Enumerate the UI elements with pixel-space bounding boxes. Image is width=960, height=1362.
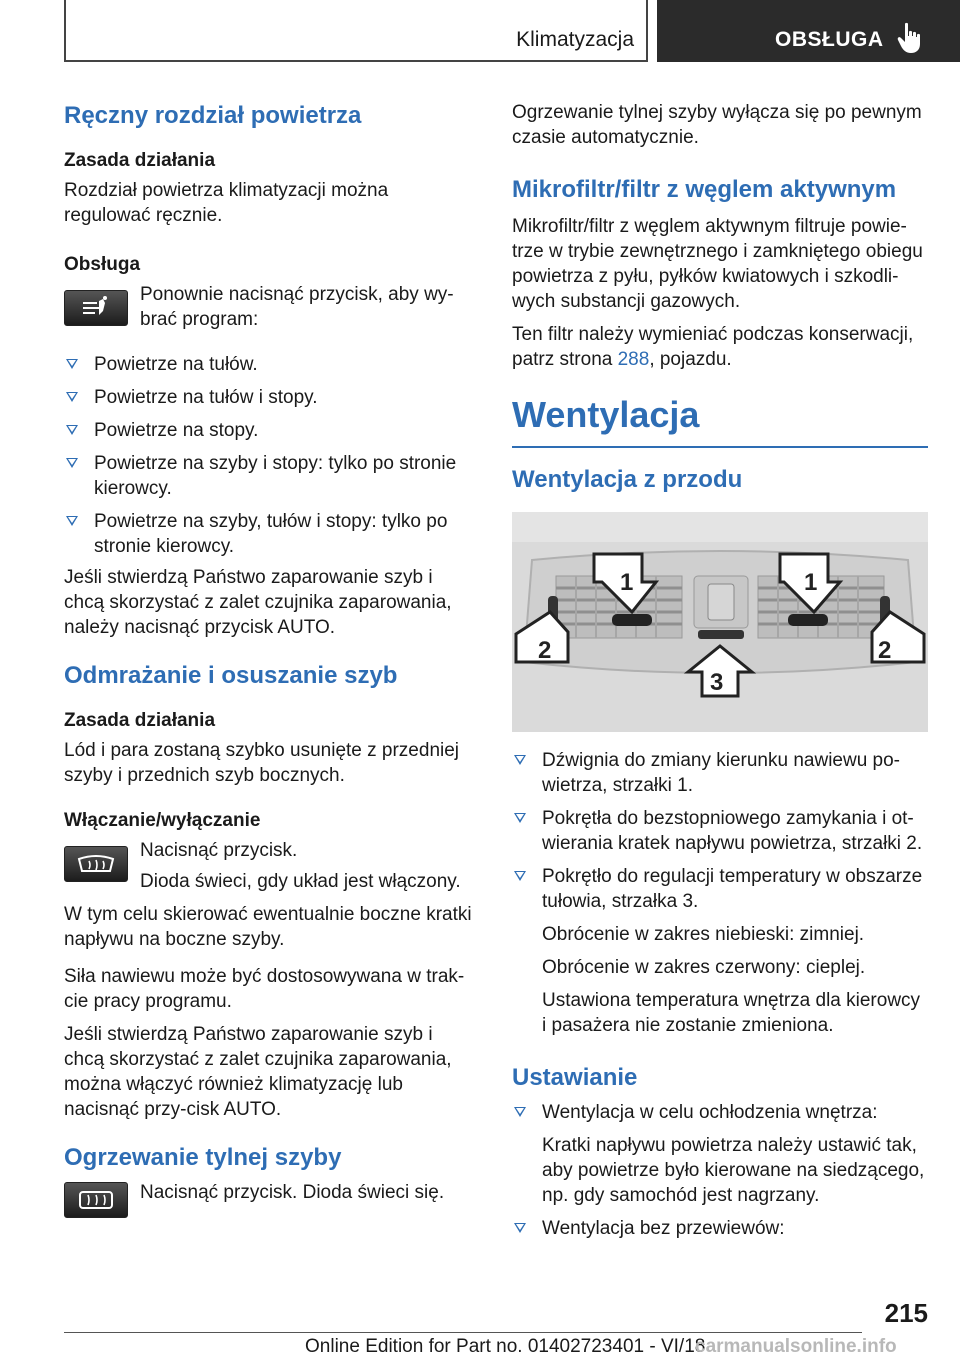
paragraph-rear-off: Ogrzewanie tylnej szyby wyłącza się po pewnym czasie automatycznie. — [512, 102, 922, 148]
paragraph-blue-range: Obrócenie w zakres niebieski: zimniej. — [542, 924, 865, 945]
right-column — [512, 100, 928, 1241]
air-distribution-row — [64, 282, 476, 342]
paragraph-red-range: Obrócenie w zakres czerwony: cieplej. — [542, 957, 866, 978]
paragraph-cooling: Kratki napływu powietrza należy ustawić tak, aby powietrze było kierowane na siedzącego, np. gdy samochód jest nagrzany. — [542, 1135, 925, 1206]
paragraph-force: Siła nawiewu może być dostosowywana w trak-cie pracy programu. — [64, 966, 465, 1012]
bullet-triangle-icon — [514, 755, 526, 765]
list-item: Dźwignia do zmiany kierunku nawiewu po-wietrza, strzałki 1. — [512, 748, 928, 798]
figure-label-2-right: 2 — [878, 637, 892, 664]
footer-edition: Online Edition for Part no. 01402723401 - VI/18 — [305, 1336, 706, 1357]
page-link-288[interactable]: 288 — [617, 349, 650, 370]
paragraph-fog-sensor: Jeśli stwierdzą Państwo zaparowanie szyb i chcą skorzystać z zalet czujnika zaparowania, należy nacisnąć przycisk AUTO. — [64, 567, 452, 638]
list-item: Powietrze na tułów i stopy. — [64, 385, 476, 410]
figure-label-1-right: 1 — [804, 569, 818, 596]
bullet-triangle-icon — [514, 871, 526, 881]
list-item: Pokrętło do regulacji temperatury w obszarze tułowia, strzałka 3. — [512, 864, 928, 914]
figure-label-3: 3 — [710, 669, 724, 696]
air-distribution-button-icon — [64, 290, 128, 326]
bullet-triangle-icon — [514, 1223, 526, 1233]
paragraph-defrost-principle: Lód i para zostaną szybko usunięte z przedniej szyby i przednich szyb bocznych. — [64, 740, 460, 786]
subheading-on-off: Włączanie/wyłączanie — [64, 810, 261, 831]
header-tab-label: OBSŁUGA — [775, 28, 884, 51]
subheading-principle-defrost: Zasada działania — [64, 710, 216, 731]
list-item: Pokrętła do bezstopniowego zamykania i ot-wierania kratek napływu powietrza, strzałki 2. — [512, 806, 928, 856]
list-item: Wentylacja w celu ochłodzenia wnętrza: — [512, 1100, 928, 1125]
header-section-title: Klimatyzacja — [516, 28, 634, 51]
rear-window-defrost-icon — [64, 1182, 128, 1218]
bullet-triangle-icon — [66, 458, 78, 468]
watermark: carmanualsonline.info — [695, 1336, 897, 1357]
heading-ventilation: Wentylacja — [512, 392, 928, 448]
windshield-defrost-icon — [64, 846, 128, 882]
heading-defrost: Odmrażanie i osuszanie szyb — [64, 662, 398, 689]
heading-front-ventilation: Wentylacja z przodu — [512, 466, 743, 493]
list-item: Powietrze na tułów. — [64, 352, 476, 377]
heading-microfilter: Mikrofiltr/filtr z węglem aktywnym — [512, 176, 897, 203]
paragraph-replace-filter: Ten filtr należy wymieniać podczas konserwacji, patrz strona 288, pojazdu. — [512, 324, 914, 370]
front-defrost-text2: Dioda świeci, gdy układ jest włączony. — [140, 871, 461, 892]
subheading-operation: Obsługa — [64, 254, 141, 275]
heading-rear-window: Ogrzewanie tylnej szyby — [64, 1144, 342, 1171]
bullet-triangle-icon — [66, 359, 78, 369]
header-section-box — [64, 0, 648, 62]
bullet-triangle-icon — [66, 425, 78, 435]
list-item: Powietrze na stopy. — [64, 418, 476, 443]
paragraph-principle: Rozdział powietrza klimatyzacji można regulować ręcznie. — [64, 180, 389, 226]
paragraph-side-vents: W tym celu skierować ewentualnie boczne kratki napływu na boczne szyby. — [64, 904, 472, 950]
rear-defrost-text: Nacisnąć przycisk. Dioda świeci się. — [140, 1182, 445, 1203]
bullet-triangle-icon — [514, 1107, 526, 1117]
list-item: Wentylacja bez przewiewów: — [512, 1216, 928, 1241]
front-defrost-text1: Nacisnąć przycisk. — [140, 840, 298, 861]
bullet-triangle-icon — [66, 516, 78, 526]
list-item: Powietrze na szyby, tułów i stopy: tylko po stronie kierowcy. — [64, 509, 476, 559]
bullet-triangle-icon — [514, 813, 526, 823]
pointing-hand-icon — [897, 22, 923, 54]
footer-divider — [64, 1332, 862, 1333]
paragraph-microfilter: Mikrofiltr/filtr z węglem aktywnym filtruje powie-trze w trybie zewnętrznego i zamkniętego obiegu powietrza z pyłu, pyłków kwiatowych i szkodli-wych substancji gazowych. — [512, 216, 923, 312]
bullet-triangle-icon — [66, 392, 78, 402]
paragraph-temperature: Ustawiona temperatura wnętrza dla kierowcy i pasażera nie zostanie zmieniona. — [542, 990, 921, 1036]
header-tab — [657, 0, 960, 62]
air-distribution-text: Ponownie nacisnąć przycisk, aby wy-brać program: — [140, 284, 454, 330]
figure-label-1-left: 1 — [620, 569, 634, 596]
heading-setting: Ustawianie — [512, 1064, 638, 1091]
page-number: 215 — [884, 1298, 928, 1328]
front-defrost-row — [64, 838, 476, 898]
rear-defrost-row — [64, 1180, 476, 1240]
list-item: Powietrze na szyby i stopy: tylko po stronie kierowcy. — [64, 451, 476, 501]
paragraph-fog-sensor-2: Jeśli stwierdzą Państwo zaparowanie szyb i chcą skorzystać z zalet czujnika zaparowania, można włączyć również klimatyzację lub nacisnąć przy-cisk AUTO. — [64, 1024, 452, 1120]
front-vents-illustration — [512, 512, 928, 732]
subheading-principle: Zasada działania — [64, 150, 216, 171]
heading-manual-distribution: Ręczny rozdział powietrza — [64, 102, 362, 129]
figure-label-2-left: 2 — [538, 637, 552, 664]
left-column — [64, 100, 476, 1240]
